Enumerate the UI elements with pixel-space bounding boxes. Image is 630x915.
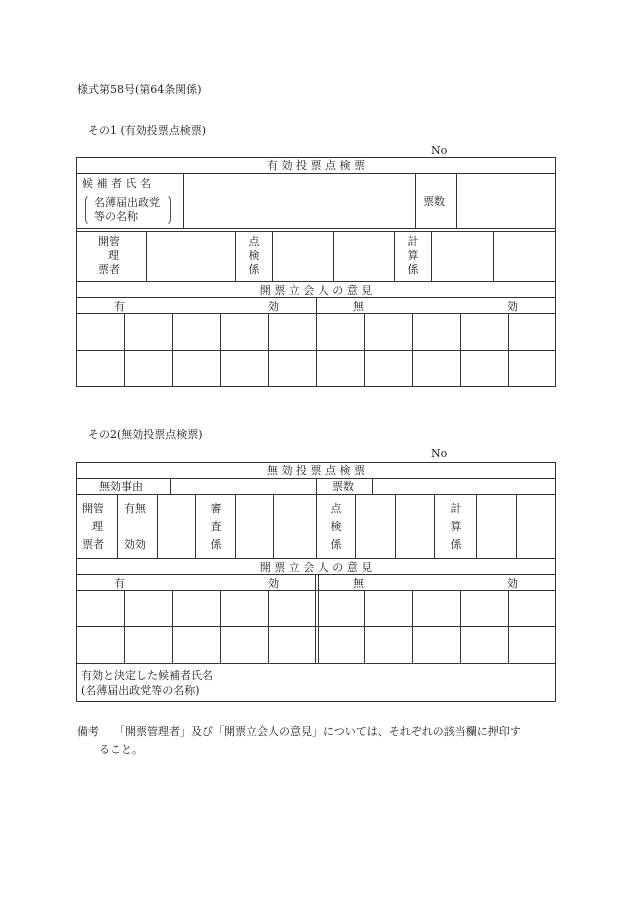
validity-label-1: 有無 bbox=[124, 502, 146, 515]
part2-valid-2: 効 bbox=[268, 577, 279, 590]
p2-counter-label-3: 係 bbox=[450, 538, 462, 551]
part2-witness-title: 開 票 立 会 人 の 意 見 bbox=[259, 561, 373, 574]
counter-label-2: 算 bbox=[407, 249, 419, 262]
part1-valid-2: 効 bbox=[268, 300, 279, 313]
part2-valid-1: 有 bbox=[114, 577, 125, 590]
part1-heading: その1 (有効投票点検票) bbox=[88, 124, 207, 137]
p2-counter-label-1: 計 bbox=[450, 502, 462, 515]
part1-invalid-1: 無 bbox=[353, 300, 364, 313]
form-title: 様式第58号(第64条関係) bbox=[77, 83, 202, 96]
part1-invalid-2: 効 bbox=[507, 300, 518, 313]
p2-counter-label-2: 算 bbox=[450, 520, 462, 533]
p2-checker-label-3: 係 bbox=[330, 538, 342, 551]
candidate-name-label: 候 補 者 氏 名 bbox=[82, 177, 151, 190]
part2-heading: その2(無効投票点検票) bbox=[88, 428, 203, 441]
part1-no-label: No bbox=[431, 144, 448, 157]
note-line1: 「開票管理者」及び「開票立会人の意見」については、それぞれの該当欄に押印す bbox=[114, 725, 521, 738]
examiner-label-3: 係 bbox=[210, 538, 222, 551]
decided-party-label: (名薄届出政党等の名称) bbox=[81, 684, 200, 697]
invalid-reason-label: 無効事由 bbox=[99, 480, 143, 493]
note-label: 備考 bbox=[77, 725, 99, 738]
counter-label-3: 係 bbox=[407, 263, 419, 276]
checker-label-2: 検 bbox=[248, 249, 260, 262]
party-label-line1: 名薄届出政党 bbox=[94, 196, 160, 209]
part2-invalid-1: 無 bbox=[353, 577, 364, 590]
manager-label-3: 票者 bbox=[98, 263, 120, 276]
part1-witness-title: 開 票 立 会 人 の 意 見 bbox=[259, 284, 373, 297]
part1-votes-label: 票数 bbox=[423, 195, 445, 208]
note-line2: ること。 bbox=[99, 743, 143, 756]
manager-label-2: 理 bbox=[108, 249, 119, 262]
part1-valid-1: 有 bbox=[114, 300, 125, 313]
party-label-line2: 等の名称 bbox=[94, 210, 138, 223]
p2-checker-label-2: 検 bbox=[330, 520, 342, 533]
decided-candidate-label: 有効と決定した候補者氏名 bbox=[81, 669, 213, 682]
part2-votes-label: 票数 bbox=[332, 480, 354, 493]
counter-label-1: 計 bbox=[407, 235, 419, 248]
p2-manager-label-3: 票者 bbox=[82, 538, 104, 551]
examiner-label-1: 審 bbox=[210, 502, 222, 515]
validity-label-2: 効効 bbox=[124, 538, 146, 551]
part2-invalid-2: 効 bbox=[507, 577, 518, 590]
part2-no-label: No bbox=[431, 447, 448, 460]
p2-manager-label-2: 理 bbox=[92, 520, 103, 533]
manager-label-1: 開管 bbox=[98, 235, 120, 248]
examiner-label-2: 査 bbox=[210, 520, 222, 533]
checker-label-1: 点 bbox=[248, 235, 260, 248]
part2-table-title: 無 効 投 票 点 検 票 bbox=[267, 464, 365, 477]
p2-manager-label-1: 開管 bbox=[82, 502, 104, 515]
part1-table-title: 有 効 投 票 点 検 票 bbox=[267, 159, 365, 172]
checker-label-3: 係 bbox=[248, 263, 260, 276]
p2-checker-label-1: 点 bbox=[330, 502, 342, 515]
